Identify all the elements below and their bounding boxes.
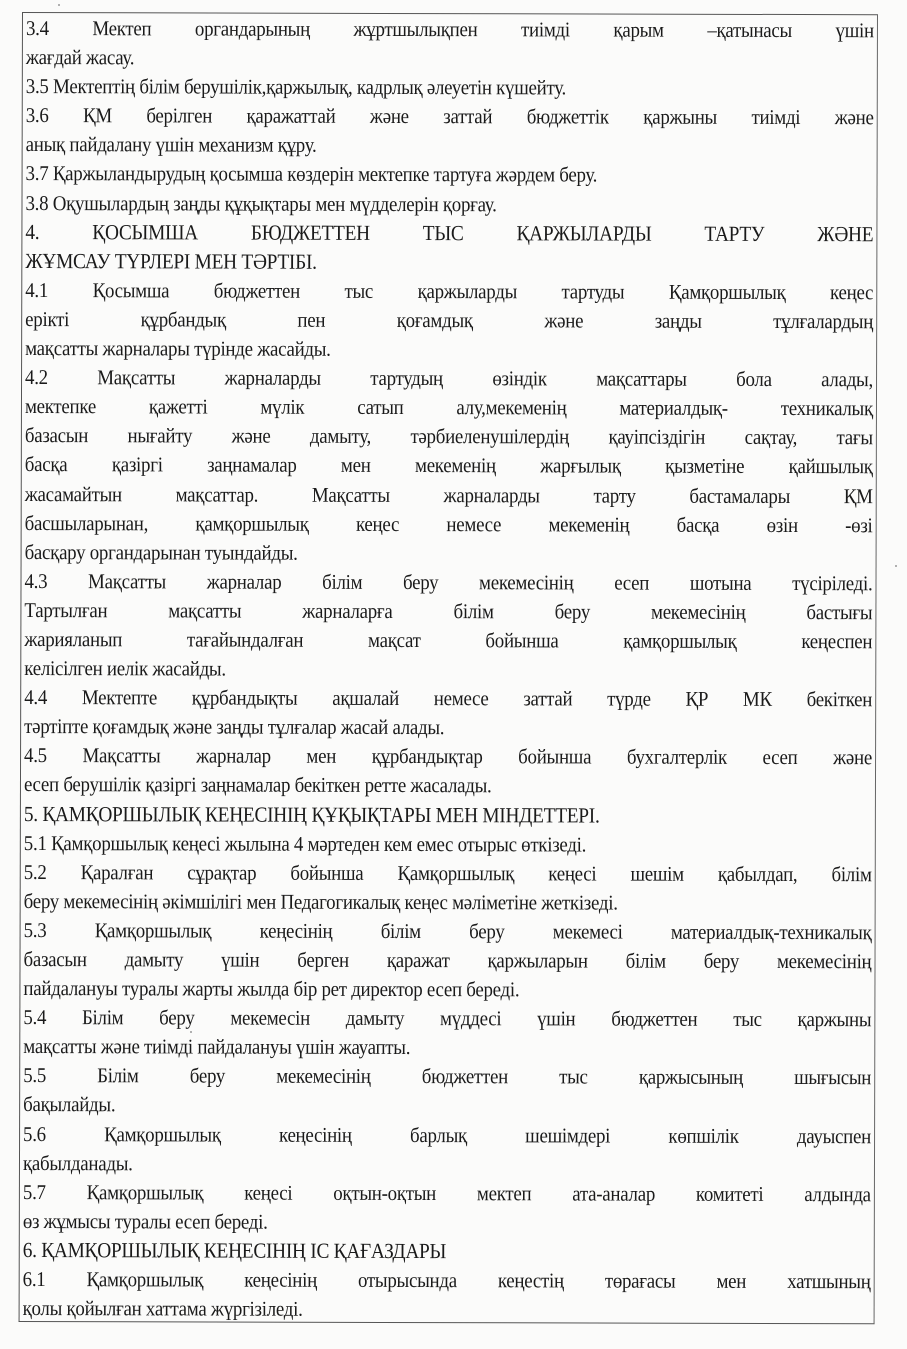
text-line: басшыларынан, қамқоршылық кеңес немесе мекеменің басқа өзін -өзі: [24, 510, 873, 537]
text-line: базасын дамыту үшін берген қаражат қаржыларын білім беру мекемесінің: [23, 947, 872, 974]
text-line: 5.3 Қамқоршылық кеңесінің білім беру мекемесі материалдық-техникалық: [23, 917, 872, 945]
document-frame: [19, 12, 878, 1324]
text-line: 3.6 ҚМ берілген қаражаттай және заттай бюджеттік қаржыны тиімді және: [25, 103, 874, 130]
text-line: 4.4 Мектепте құрбандықты ақшалай немесе заттай түрде ҚР МК бекіткен: [24, 685, 873, 712]
section-heading-line: 5. ҚАМҚОРШЫЛЫҚ КЕҢЕСІНІҢ ҚҰҚЫҚТАРЫ МЕН МІНДЕТТЕРІ.: [23, 801, 600, 828]
text-line: базасын нығайту және дамыту, тәрбиеленушілердің қауіпсіздігін сақтау, тағы: [24, 423, 873, 450]
text-line: 4.3 Мақсатты жарналар білім беру мекемесінің есеп шотына түсіріледі.: [24, 568, 873, 596]
scan-speck: [58, 4, 60, 6]
text-line: ерікті құрбандық пен қоғамдық және заңды тұлғалардың: [25, 306, 874, 334]
text-line: 4.5 Мақсатты жарналар мен құрбандықтар бойынша бухгалтерлік есеп және: [24, 743, 872, 770]
text-line: мақсатты жарналары түрінде жасайды.: [25, 336, 331, 361]
text-line: келісілген иелік жасайды.: [24, 656, 226, 681]
text-line: беру мекемесінің әкімшілігі мен Педагогикалық кеңес мәліметіне жеткізеді.: [23, 888, 618, 915]
text-line: тәртіпте қоғамдық және заңды тұлғалар жасай алады.: [24, 714, 445, 740]
text-line: жасамайтын мақсаттар. Мақсатты жарналарды тарту бастамалары ҚМ: [24, 481, 873, 508]
section-heading-line: 6. ҚАМҚОРШЫЛЫҚ КЕҢЕСІНІҢ ІС ҚАҒАЗДАРЫ: [22, 1237, 447, 1264]
text-line: қолы қойылған хаттама жүргізіледі.: [22, 1296, 303, 1321]
text-line: басқару органдарынан туындайды.: [24, 539, 298, 565]
text-line: 5.5 Білім беру мекемесінің бюджеттен тыс қаржысының шығысын: [23, 1063, 872, 1090]
section-heading-line: ЖҰМСАУ ТҮРЛЕРІ МЕН ТӘРТІБІ.: [25, 248, 317, 274]
section-heading-line: 4. ҚОСЫМША БЮДЖЕТТЕН ТЫС ҚАРЖЫЛАРДЫ ТАРТУ ЖӘНЕ: [25, 219, 874, 246]
text-line: 4.1 Қосымша бюджеттен тыс қаржыларды тартуды Қамқоршылық кеңес: [25, 277, 874, 305]
text-line: анық пайдалану үшін механизм құру.: [25, 132, 317, 158]
text-line: 3.7 Қаржыландырудың қосымша көздерін мектепке тартуға жәрдем беру.: [25, 161, 598, 187]
scan-speck: [895, 565, 897, 567]
text-line: жарияланып тағайындалған мақсат бойынша қамқоршылық кеңеспен: [24, 626, 873, 654]
text-line: басқа қазіргі заңнамалар мен мекеменің жарғылық қызметіне қайшылық: [24, 452, 873, 479]
text-line: 5.7 Қамқоршылық кеңесі оқтын-оқтын мектеп ата-аналар комитеті алдында: [22, 1179, 871, 1206]
text-line: пайдалануы туралы жарты жылда бір рет директор есеп береді.: [23, 976, 520, 1002]
text-line: 6.1 Қамқоршылық кеңесінің отырысында кеңестің төрағасы мен хатшының: [22, 1267, 871, 1294]
document-body: [23, 14, 874, 1325]
text-line: Тартылған мақсатты жарналарға білім беру мекемесінің бастығы: [24, 597, 873, 625]
text-line: 4.2 Мақсатты жарналарды тартудың өзіндік мақсаттары бола алады,: [25, 365, 873, 392]
text-line: өз жұмысы туралы есеп береді.: [22, 1208, 268, 1234]
text-line: 5.4 Білім беру мекемесін дамыту мүддесі үшін бюджеттен тыс қаржыны: [23, 1005, 872, 1032]
text-line: 3.5 Мектептің білім берушілік,қаржылық, кадрлық әлеуетін күшейту.: [25, 74, 567, 100]
text-line: 5.1 Қамқоршылық кеңесі жылына 4 мәртеден кем емес отырыс өткізеді.: [23, 830, 587, 857]
text-line: 3.8 Оқушылардың заңды құқықтары мен мүдделерін қорғау.: [25, 190, 497, 216]
text-line: мақсатты және тиімді пайдалануы үшін жауапты.: [23, 1034, 411, 1060]
scan-speck: [190, 1031, 192, 1033]
text-line: 5.2 Қаралған сұрақтар бойынша Қамқоршылық кеңесі шешім қабылдап, білім: [23, 859, 872, 886]
text-line: мектепке қажетті мүлік сатып алу,мекеменің материалдық- техникалық: [24, 394, 873, 421]
text-line: жағдай жасау.: [25, 45, 135, 70]
text-line: есеп берушілік қазіргі заңнамалар бекіткен ретте жасалады.: [23, 772, 492, 798]
text-line: 5.6 Қамқоршылық кеңесінің барлық шешімдері көпшілік дауыспен: [23, 1121, 872, 1148]
text-line: қабылданады.: [22, 1150, 133, 1175]
text-line: 3.4 Мектеп органдарының жұртшылықпен тиімді қарым –қатынасы үшін: [25, 16, 874, 43]
text-line: бақылайды.: [23, 1092, 116, 1117]
